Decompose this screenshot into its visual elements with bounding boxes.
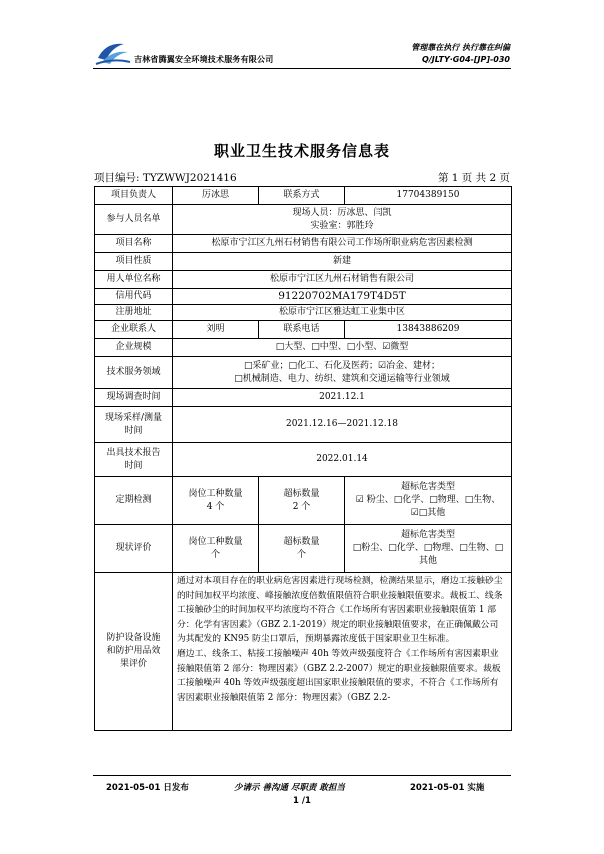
table-row xyxy=(95,205,512,235)
status-hazard-line1: □粉尘、□化学、□物理、□生物、□ xyxy=(352,543,504,553)
project-name-label: 项目名称 xyxy=(95,235,173,253)
staff-line1: 现场人员：厉冰思、闫凯 xyxy=(292,207,392,218)
ent-phone-label: 联系电话 xyxy=(259,321,345,339)
staff-label: 参与人员名单 xyxy=(95,205,173,235)
table-row xyxy=(95,443,512,477)
status-posts xyxy=(173,525,259,573)
header-slogan: 管理靠在执行 执行靠在纠偏 xyxy=(411,43,510,52)
protect-label xyxy=(95,573,173,731)
ent-phone-value: 13843886209 xyxy=(345,321,512,339)
implement-date: 2021-05-01 实施 xyxy=(410,783,485,793)
periodic-hazard-label: 超标危害类型 xyxy=(400,482,455,492)
project-name-value: 松原市宁江区九州石材销售有限公司工作场所职业病危害因素检测 xyxy=(173,235,512,253)
field-line2: □机械制造、电力、纺织、建筑和交通运输等行业领域 xyxy=(234,373,450,384)
table-row xyxy=(95,573,512,731)
status-posts-label: 岗位工种数量 xyxy=(188,536,243,547)
table-row xyxy=(95,407,512,443)
field-label: 技术服务领域 xyxy=(95,357,173,389)
protect-label-line1: 防护设备设施 xyxy=(106,633,161,643)
leader-label: 项目负责人 xyxy=(95,187,173,205)
page-title: 职业卫生技术服务信息表 xyxy=(213,142,390,160)
table-row xyxy=(95,389,512,407)
table-row xyxy=(95,289,512,305)
periodic-label: 定期检测 xyxy=(95,477,173,525)
page-indicator: 第 1 页 共 2 页 xyxy=(437,172,510,184)
project-type-value: 新建 xyxy=(173,253,512,271)
status-hazard xyxy=(345,525,512,573)
report-label-line2: 时间 xyxy=(124,460,143,471)
field-value xyxy=(173,357,512,389)
table-row xyxy=(95,305,512,321)
status-label: 现状评价 xyxy=(95,525,173,573)
protect-value xyxy=(173,573,512,731)
survey-value: 2021.12.1 xyxy=(173,389,512,407)
header-right xyxy=(411,42,510,66)
table-row xyxy=(95,477,512,525)
periodic-over xyxy=(259,477,345,525)
doc-code: Q/JLTY·G04-[JP]-030 xyxy=(422,55,510,64)
credit-label: 信用代码 xyxy=(95,289,173,305)
info-table xyxy=(94,186,512,731)
periodic-over-value: 2 个 xyxy=(292,501,311,512)
protect-label-line2: 和防护用品效 xyxy=(106,646,161,656)
footer-motto: 少请示 善沟通 尽职责 敢担当 xyxy=(234,783,345,793)
report-value: 2022.01.14 xyxy=(173,443,512,477)
staff-line2: 实验室：郭胜玲 xyxy=(310,220,374,231)
publish-date: 2021-05-01 日发布 xyxy=(106,783,189,793)
project-type-label: 项目性质 xyxy=(95,253,173,271)
project-number: 项目编号: TYZWWJ2021416 xyxy=(94,172,237,184)
periodic-hazard-line2: ☑□其他 xyxy=(410,508,446,518)
company-logo-icon xyxy=(94,38,132,68)
status-hazard-label: 超标危害类型 xyxy=(400,530,455,540)
company-name: 吉林省腾翼安全环境技术服务有限公司 xyxy=(134,55,274,64)
periodic-hazard xyxy=(345,477,512,525)
address-label: 注册地址 xyxy=(95,305,173,321)
status-posts-value: 个 xyxy=(210,549,220,560)
employer-value: 松原市宁江区九州石材销售有限公司 xyxy=(173,271,512,289)
report-label-line1: 出具技术报告 xyxy=(106,447,161,458)
status-over-label: 超标数量 xyxy=(283,536,320,547)
sampling-label xyxy=(95,407,173,443)
scale-value: □大型、□中型、□小型、☑微型 xyxy=(173,339,512,357)
periodic-posts xyxy=(173,477,259,525)
report-label xyxy=(95,443,173,477)
survey-label: 现场调查时间 xyxy=(95,389,173,407)
staff-value xyxy=(173,205,512,235)
sampling-label-line1: 现场采样/测量 xyxy=(104,412,163,423)
table-row xyxy=(95,271,512,289)
table-row xyxy=(95,253,512,271)
protect-paragraph-2: 磨边工、线条工、粘接工接触噪声 40h 等效声级强度符合《工作场所有害因素职业接触限值第 2 部分：物理因素》（GBZ 2.2-2007）规定的职业接触限值要求。裁板工接触噪声 40h 等效声级强度超出国家职业接触限值的要求，不符合《工作场所有害因素职业接触限值第 2 部分：物理因素》（GBZ 2.2- xyxy=(177,648,501,703)
table-row xyxy=(95,187,512,205)
field-line1: □采矿业；□化工、石化及医药；☑冶金、建材； xyxy=(243,360,441,371)
table-row xyxy=(95,235,512,253)
employer-label: 用人单位名称 xyxy=(95,271,173,289)
ent-contact-label: 企业联系人 xyxy=(95,321,173,339)
footer-page-number: 1 /1 xyxy=(293,796,311,806)
periodic-posts-value: 4 个 xyxy=(206,501,225,512)
protect-paragraph-1: 通过对本项目存在的职业病危害因素进行现场检测，检测结果显示，磨边工接触砂尘的时间加权平均浓度、峰接触浓度倍数值限值符合职业接触限值要求。裁板工、线条工接触砂尘的时间加权平均浓度均不符合《工作场所有害因素职业接触限值第 1 部分：化学有害因素》（GBZ 2.1-2019）规定的职业接触限值要求，在正确佩戴公司为其配发的 KN95 防尘口罩后，预期暴露浓度低于国家职业卫生标准。 xyxy=(177,576,503,645)
ent-contact-value: 刘明 xyxy=(173,321,259,339)
periodic-over-label: 超标数量 xyxy=(283,488,320,499)
credit-value: 91220702MA179T4D5T xyxy=(173,289,512,305)
leader-value: 厉冰思 xyxy=(173,187,259,205)
header-divider xyxy=(93,68,511,69)
protect-label-line3: 果评价 xyxy=(119,659,147,669)
status-over xyxy=(259,525,345,573)
contact-value: 17704389150 xyxy=(345,187,512,205)
table-row xyxy=(95,321,512,339)
sampling-value: 2021.12.16—2021.12.18 xyxy=(173,407,512,443)
address-value: 松原市宁江区雅达虹工业集中区 xyxy=(173,305,512,321)
sampling-label-line2: 时间 xyxy=(124,425,143,436)
table-row xyxy=(95,357,512,389)
status-over-value: 个 xyxy=(296,549,306,560)
contact-label: 联系方式 xyxy=(259,187,345,205)
table-row xyxy=(95,525,512,573)
table-row xyxy=(95,339,512,357)
status-hazard-line2: 其他 xyxy=(418,556,437,566)
scale-label: 企业规模 xyxy=(95,339,173,357)
footer-divider xyxy=(93,775,511,776)
periodic-posts-label: 岗位工种数量 xyxy=(188,488,243,499)
periodic-hazard-line1: ☑ 粉尘、□化学、□物理、□生物、 xyxy=(355,495,501,505)
